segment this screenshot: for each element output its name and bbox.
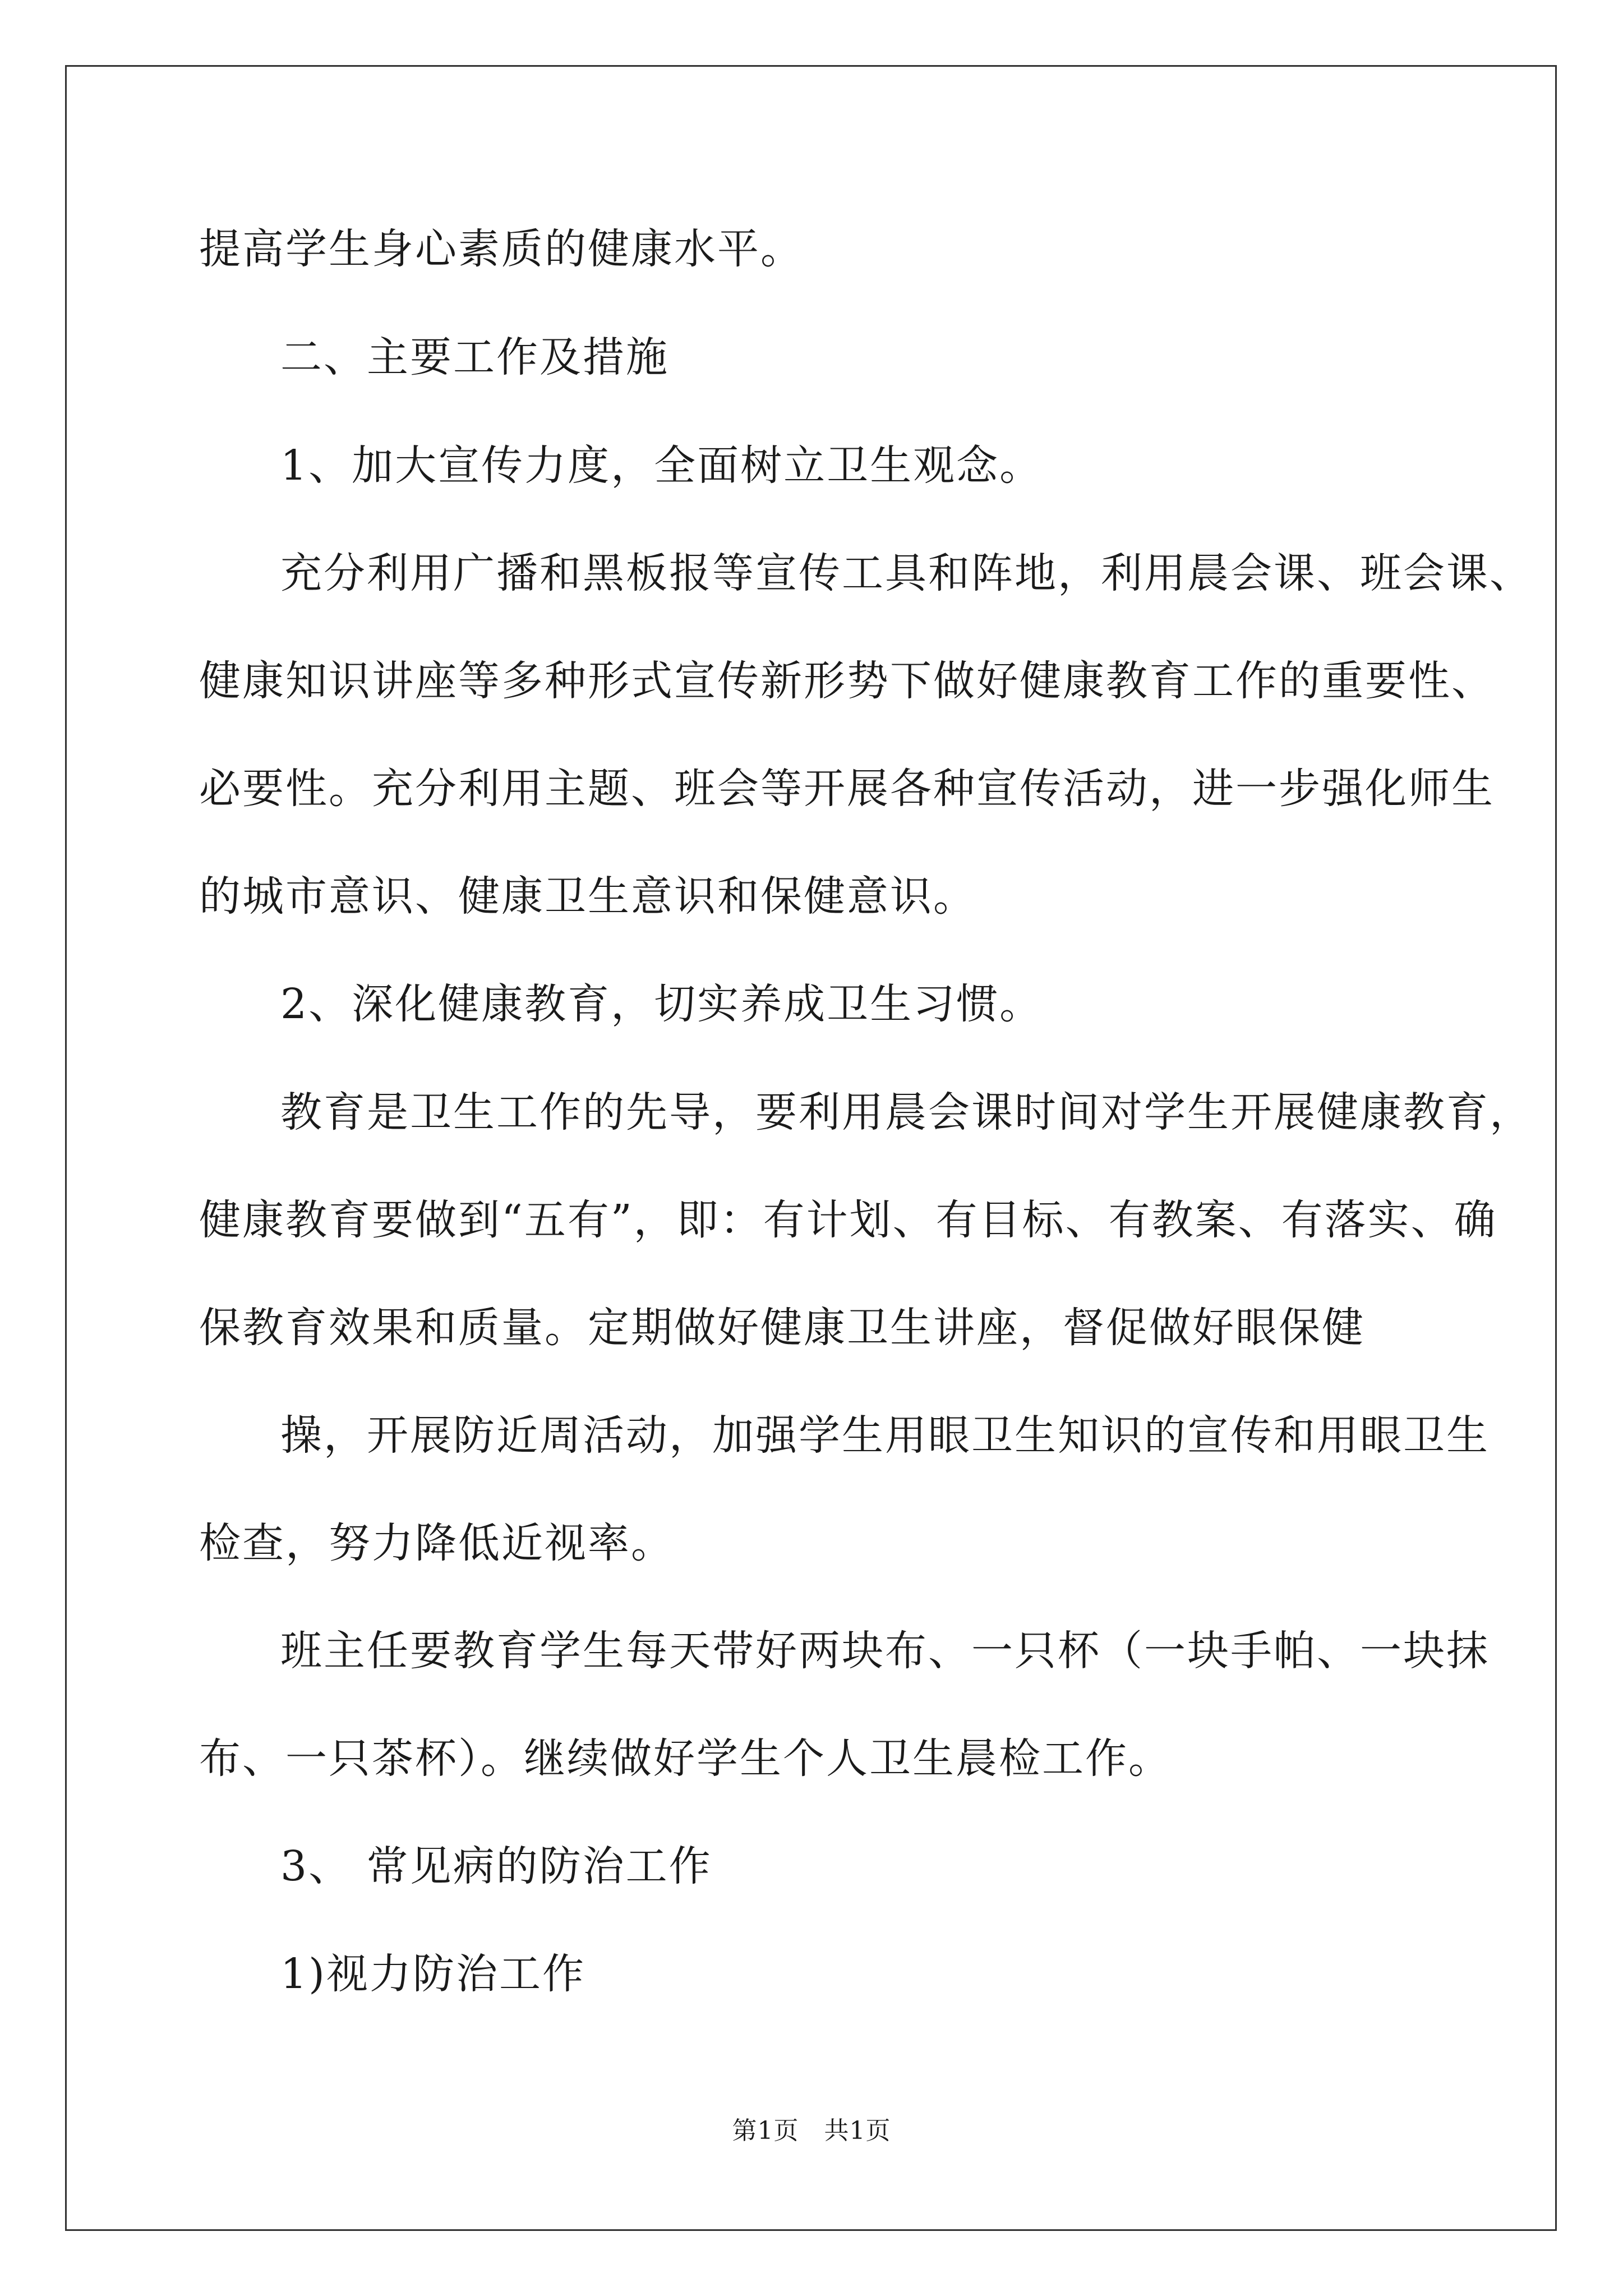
- paragraph-line-7: 的城市意识、健康卫生意识和保健意识。: [199, 872, 976, 921]
- subheading-vision: 1)视力防治工作: [280, 1950, 585, 1998]
- paragraph-line-6: 必要性。充分利用主题、班会等开展各种宣传活动，进一步强化师生: [199, 765, 1495, 813]
- paragraph-line-9: 教育是卫生工作的先导，要利用晨会课时间对学生开展健康教育，: [280, 1088, 1533, 1137]
- paragraph-line-4: 充分利用广播和黑板报等宣传工具和阵地，利用晨会课、班会课、: [280, 549, 1533, 597]
- paragraph-line-5: 健康知识讲座等多种形式宣传新形势下做好健康教育工作的重要性、: [199, 657, 1495, 705]
- paragraph-line-1: 提高学生身心素质的健康水平。: [199, 225, 804, 273]
- paragraph-line-11: 保教育效果和质量。定期做好健康卫生讲座，督促做好眼保健: [199, 1304, 1365, 1352]
- paragraph-line-12: 操，开展防近周活动，加强学生用眼卫生知识的宣传和用眼卫生: [280, 1411, 1490, 1460]
- paragraph-line-10: 健康教育要做到“五有”，即：有计划、有目标、有教案、有落实、确: [199, 1196, 1497, 1244]
- subheading-publicity: 1、加大宣传力度，全面树立卫生观念。: [280, 441, 1043, 490]
- paragraph-line-14: 班主任要教育学生每天带好两块布、一只杯（一块手帕、一块抹: [280, 1627, 1490, 1675]
- section-heading-main-work: 二、主要工作及措施: [280, 333, 669, 381]
- page-border: [65, 65, 1557, 2231]
- paragraph-line-13: 检查，努力降低近视率。: [199, 1519, 674, 1567]
- paragraph-line-15: 布、一只茶杯）。继续做好学生个人卫生晨检工作。: [199, 1734, 1172, 1783]
- subheading-health-education: 2、深化健康教育，切实养成卫生习惯。: [280, 980, 1043, 1028]
- subheading-common-diseases: 3、 常见病的防治工作: [280, 1842, 712, 1890]
- page-footer: 第1页 共1页: [732, 2116, 891, 2145]
